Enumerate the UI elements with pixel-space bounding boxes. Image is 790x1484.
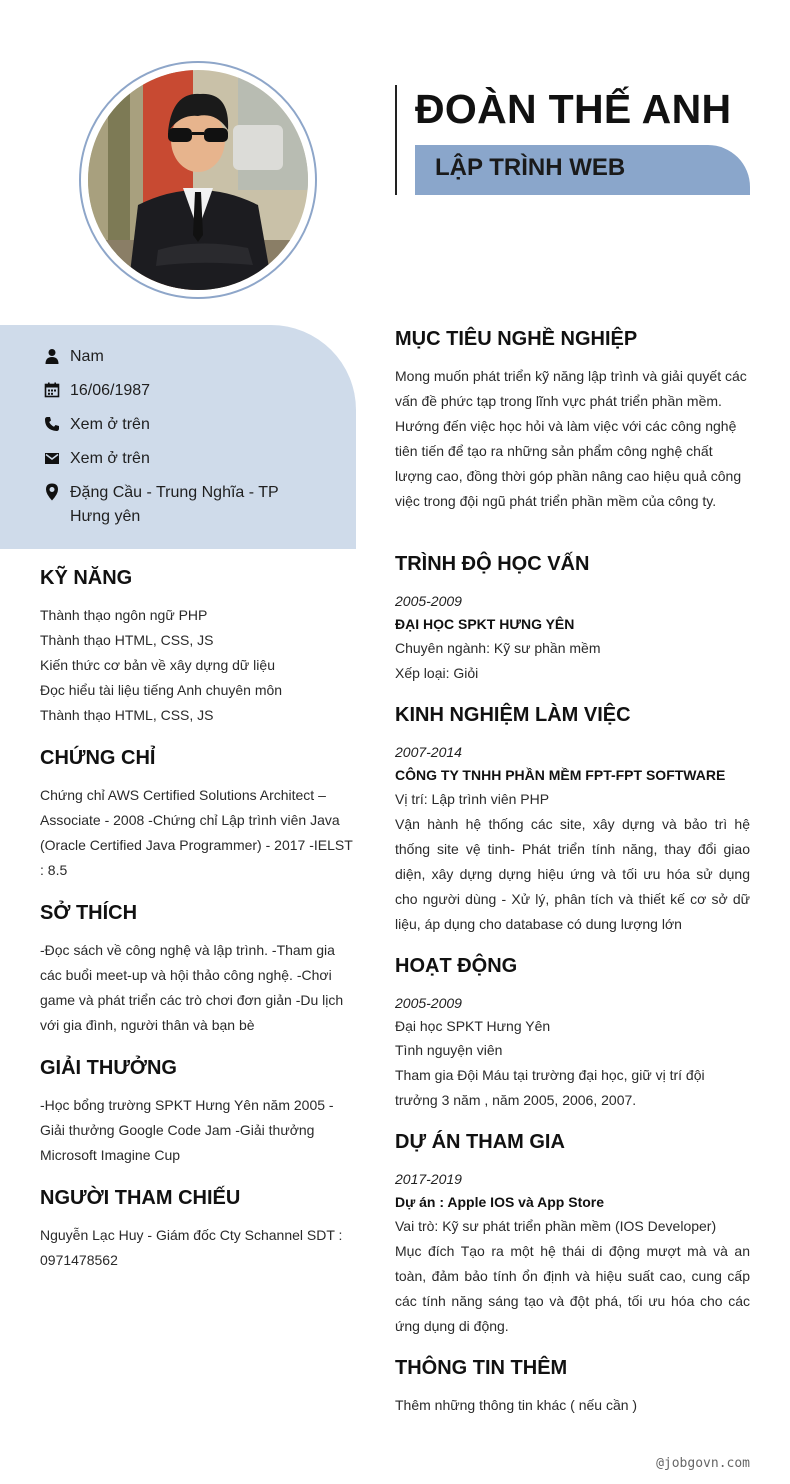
references-title: NGƯỜI THAM CHIẾU xyxy=(40,1187,241,1209)
certificates-title: CHỨNG CHỈ xyxy=(40,747,156,769)
email-value: Xem ở trên xyxy=(70,450,150,467)
projects-title: DỰ ÁN THAM GIA xyxy=(395,1131,565,1153)
person-icon xyxy=(42,346,62,366)
hobbies-text: -Đọc sách về công nghệ và lập trình. -Tham gia các buổi meet-up và hội thảo công nghệ. -Chơi game và phát triển các trò chơi đơn giản -Du lịch với gia đình, người thân và bạn bè xyxy=(40,942,344,1033)
skill-item: Thành thạo ngôn ngữ PHP xyxy=(40,607,208,623)
objective-text: Mong muốn phát triển kỹ năng lập trình và giải quyết các vấn đề phức tạp trong lĩnh vực phát triển phần mềm. Hướng đến việc học hỏi và làm việc với các công nghệ tiên tiến để tạo ra những sản phẩm công nghệ chất lượng cao, đồng thời góp phần nâng cao hiệu quả công việc trong đội ngũ phát triển phần mềm của công ty. xyxy=(395,368,747,509)
certificates-text: Chứng chỉ AWS Certified Solutions Architect – Associate - 2008 -Chứng chỉ Lập trình viên Java (Oracle Certified Java Programmer) - 2017 -IELST : 8.5 xyxy=(40,787,353,878)
email-icon xyxy=(42,448,62,468)
info-birthday xyxy=(42,379,150,403)
avatar xyxy=(88,70,308,290)
experience-company: CÔNG TY TNHH PHẦN MỀM FPT-FPT SOFTWARE xyxy=(395,767,726,783)
experience-position: Vị trí: Lập trình viên PHP xyxy=(395,791,550,807)
skills-title: KỸ NĂNG xyxy=(40,567,133,589)
info-gender xyxy=(42,345,104,369)
skill-item: Đọc hiểu tài liệu tiếng Anh chuyên môn xyxy=(40,682,283,698)
references-text: Nguyễn Lạc Huy - Giám đốc Cty Schannel SDT : 0971478562 xyxy=(40,1227,343,1268)
skills-list xyxy=(40,603,356,728)
birthday-value: 16/06/1987 xyxy=(70,382,151,399)
projects-name: Dự án : Apple IOS và App Store xyxy=(395,1194,605,1210)
education-school: ĐẠI HỌC SPKT HƯNG YÊN xyxy=(395,616,575,632)
phone-value: Xem ở trên xyxy=(70,416,150,433)
activities-description: Tham gia Đội Máu tại trường đại học, giữ vị trí đội trưởng 3 năm , năm 2005, 2006, 2007. xyxy=(395,1067,705,1108)
education-major: Chuyên ngành: Kỹ sư phần mềm xyxy=(395,640,601,656)
education-title: TRÌNH ĐỘ HỌC VẤN xyxy=(395,553,590,575)
phone-icon xyxy=(42,414,62,434)
address-value: Đặng Cầu - Trung Nghĩa - TP Hưng yên xyxy=(70,484,279,525)
additional-title: THÔNG TIN THÊM xyxy=(395,1357,568,1379)
footer-watermark: @jobgovn.com xyxy=(656,1456,750,1471)
full-name: ĐOÀN THẾ ANH xyxy=(415,86,732,132)
skill-item: Kiến thức cơ bản về xây dựng dữ liệu xyxy=(40,657,275,673)
activities-title: HOẠT ĐỘNG xyxy=(395,955,518,977)
info-address xyxy=(42,481,312,529)
experience-period: 2007-2014 xyxy=(395,744,462,760)
gender-value: Nam xyxy=(70,348,104,365)
location-pin-icon xyxy=(42,482,62,502)
projects-period: 2017-2019 xyxy=(395,1171,462,1187)
awards-title: GIẢI THƯỞNG xyxy=(40,1057,177,1079)
name-divider xyxy=(395,85,397,195)
education-block xyxy=(395,590,750,686)
experience-title: KINH NGHIỆM LÀM VIỆC xyxy=(395,704,631,726)
activities-period: 2005-2009 xyxy=(395,995,462,1011)
activities-role: Tình nguyện viên xyxy=(395,1042,503,1058)
experience-description: Vận hành hệ thống các site, xây dựng và bảo trì hệ thống site vệ tinh- Phát triển tính năng, thay đổi giao diện, xây dựng dựng hiệu ứng và tối ưu hóa sử dụng cho người dùng - Xử lý, phân tích và thiết kế cơ sở dữ liệu, áp dụng cho database có dung lượng lớn xyxy=(395,816,750,932)
hobbies-title: SỞ THÍCH xyxy=(40,902,138,924)
education-grade: Xếp loại: Giỏi xyxy=(395,665,479,681)
skill-item: Thành thạo HTML, CSS, JS xyxy=(40,632,214,648)
info-phone xyxy=(42,413,150,437)
activities-block xyxy=(395,992,750,1113)
avatar-photo xyxy=(88,70,308,290)
skill-item: Thành thạo HTML, CSS, JS xyxy=(40,707,214,723)
projects-role: Vai trò: Kỹ sư phát triển phần mềm (IOS Developer) xyxy=(395,1218,717,1234)
awards-text: -Học bổng trường SPKT Hưng Yên năm 2005 -Giải thưởng Google Code Jam -Giải thưởng Microsoft Imagine Cup xyxy=(40,1097,334,1163)
objective-title: MỤC TIÊU NGHỀ NGHIỆP xyxy=(395,328,638,350)
education-period: 2005-2009 xyxy=(395,593,462,609)
personal-info-panel xyxy=(0,325,356,549)
activities-organization: Đại học SPKT Hưng Yên xyxy=(395,1018,551,1034)
projects-block xyxy=(395,1168,750,1339)
additional-text: Thêm những thông tin khác ( nếu cần ) xyxy=(395,1397,638,1413)
role-banner xyxy=(415,145,750,195)
info-email xyxy=(42,447,150,471)
experience-block xyxy=(395,741,750,937)
projects-description: Mục đích Tạo ra một hệ thái di động mượt mà và an toàn, đảm bảo tính ổn định và hiệu suất cao, cung cấp các tính năng sáng tạo và đột phá, tối ưu hóa cho các ứng dụng di động. xyxy=(395,1243,750,1334)
job-title: LẬP TRÌNH WEB xyxy=(435,154,626,181)
calendar-icon xyxy=(42,380,62,400)
